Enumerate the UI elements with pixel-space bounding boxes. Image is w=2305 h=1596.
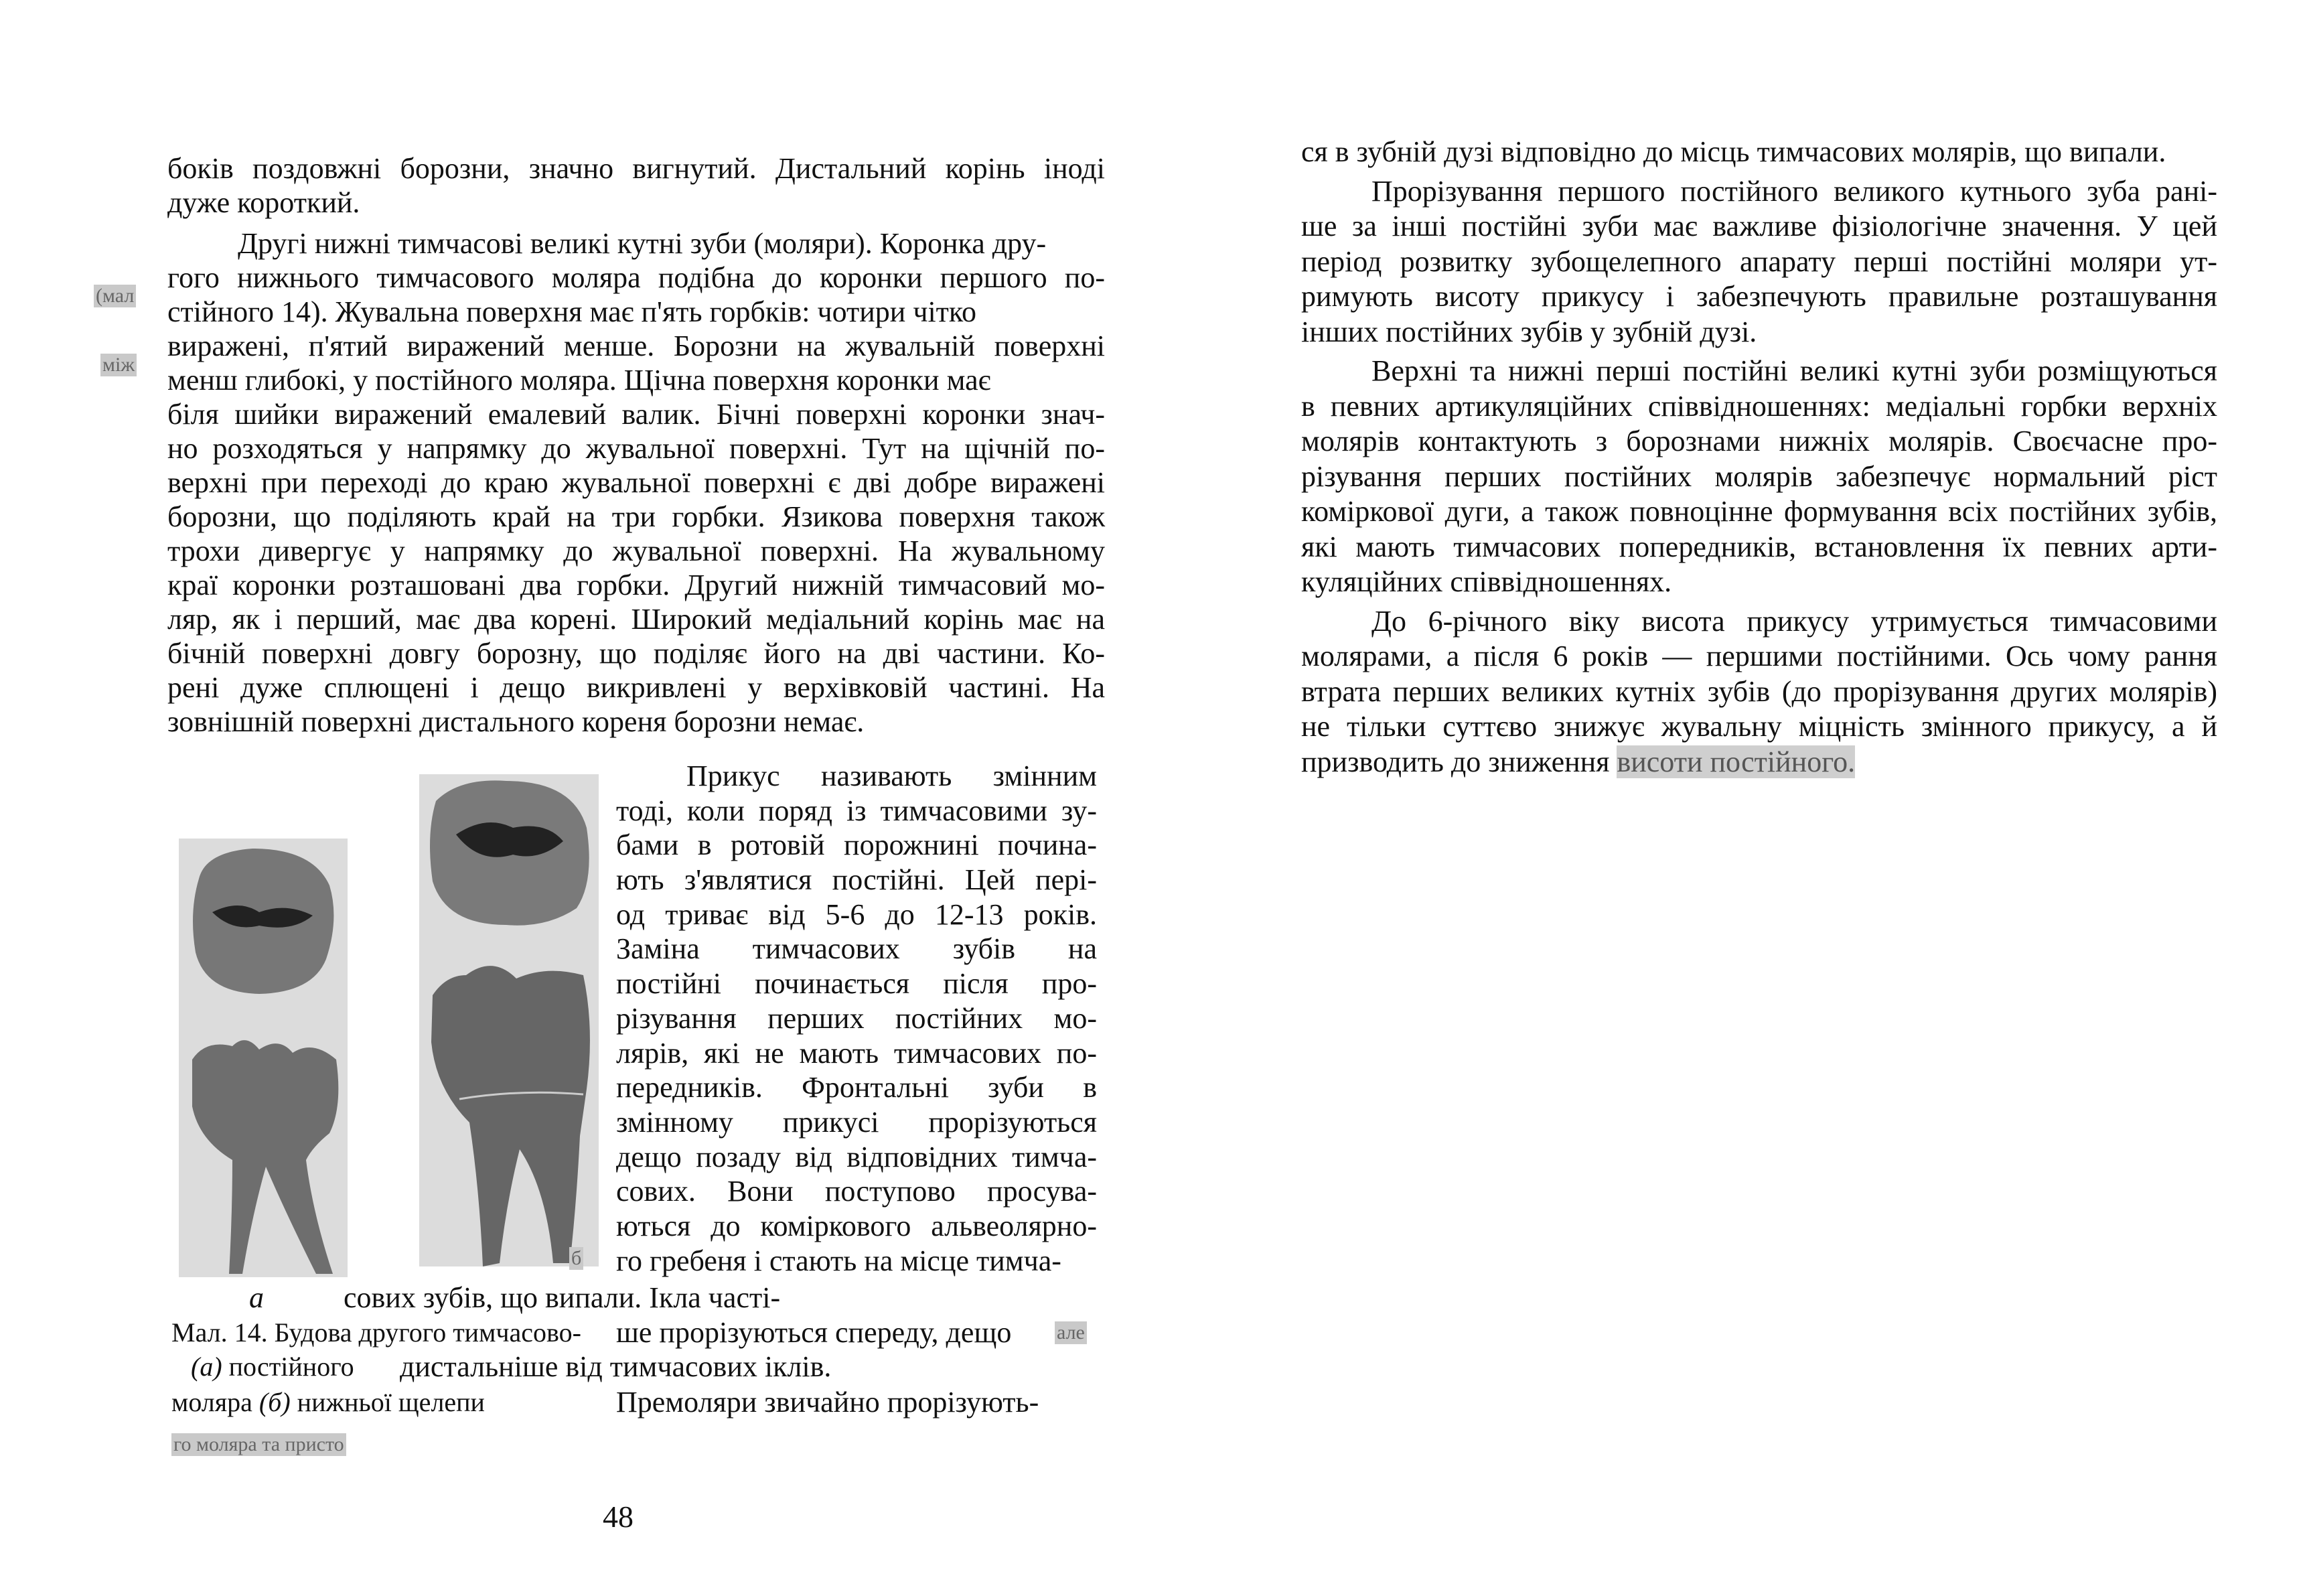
caption-a-marker: (а) bbox=[191, 1352, 222, 1382]
continued-line-1: сових зубів, що випали. Ікла часті- bbox=[344, 1281, 781, 1314]
right-page-text bbox=[1301, 135, 2217, 780]
text-line: римують висоту прикусу і забезпечують правильне розташування bbox=[1301, 280, 2217, 313]
text-line: ються до коміркового альвеолярно- bbox=[616, 1209, 1097, 1242]
text-line: Верхні та нижні перші постійні великі кутні зуби розміщуються bbox=[1371, 354, 2217, 387]
text-line: Другі нижні тимчасові великі кутні зуби (моляри). Коронка дру- bbox=[238, 227, 1047, 260]
overlay-mizh: між bbox=[100, 354, 137, 376]
text-line: коміркової дуги, а також повноцінне формування всіх постійних зубів, bbox=[1301, 495, 2217, 528]
figure-caption-line-1: Мал. 14. Будова другого тимчасово- bbox=[171, 1317, 581, 1348]
text-line: біля шийки виражений емалевий валик. Бічні поверхні коронки знач- bbox=[167, 398, 1105, 431]
text-line: дещо позаду від відповідних тимча- bbox=[616, 1140, 1097, 1173]
text-line: лярів, які не мають тимчасових по- bbox=[616, 1036, 1097, 1070]
continued-line-3: дистальніше від тимчасових іклів. bbox=[400, 1350, 832, 1383]
overlay-ale: але bbox=[1055, 1321, 1087, 1344]
figure-caption-line-2 bbox=[191, 1350, 354, 1384]
text-line: втрата перших великих кутніх зубів (до прорізування других молярів) bbox=[1301, 674, 2217, 708]
figure-label-a: а bbox=[249, 1281, 264, 1314]
text-line: ше за інші постійні зуби має важливе фізіологічне значення. У цей bbox=[1301, 210, 2217, 242]
text-line: рені дуже сплющені і дещо викривлені у верхівковій частині. На bbox=[167, 671, 1105, 704]
text-line: краї коронки розташовані два горбки. Другий нижній тимчасовий мо- bbox=[167, 569, 1105, 601]
text-line: молярами, а після 6 років — першими постійними. Ось чому рання bbox=[1301, 640, 2217, 672]
paragraph bbox=[1301, 354, 2217, 600]
text-line: молярів контактують з борознами нижніх молярів. Своєчасне про- bbox=[1301, 425, 2217, 457]
paragraph bbox=[1301, 174, 2217, 350]
paragraph bbox=[616, 759, 1097, 1278]
paragraph bbox=[1301, 135, 2217, 170]
text-line: виражені, п'ятий виражений менше. Борозни на жувальній поверхні bbox=[167, 330, 1105, 362]
paragraph bbox=[167, 226, 1105, 739]
overlay-garbled: го моляра та присто bbox=[171, 1433, 346, 1456]
text-line: які мають тимчасових попередників, встановлення їх певних арти- bbox=[1301, 530, 2217, 563]
text-line: сових. Вони поступово просува- bbox=[616, 1175, 1097, 1208]
text-line: постійні починається після про- bbox=[616, 967, 1097, 1001]
text-line: ся в зубній дузі відповідно до місць тимчасових молярів, що випали. bbox=[1301, 135, 2166, 168]
text-line: стійного 14). Жувальна поверхня має п'ять горбків: чотири чітко bbox=[167, 295, 977, 328]
continued-line-4: Премоляри звичайно прорізують- bbox=[616, 1386, 1039, 1419]
text-line: змінному прикусі прорізуються bbox=[616, 1105, 1097, 1139]
text-line: бами в ротовій порожнині почина- bbox=[616, 828, 1097, 862]
text-line: призводить до зниження висоти постійного. bbox=[1301, 745, 1856, 778]
tooth-a-figure bbox=[179, 839, 348, 1277]
text-line: зовнішній поверхні дистального кореня борозни немає. bbox=[167, 705, 865, 738]
text-line: До 6-річного віку висота прикусу утримується тимчасовими bbox=[1371, 604, 2217, 638]
text-line: верхні при переході до краю жувальної поверхні є дві добре виражені bbox=[167, 466, 1105, 499]
text-line: різування перших постійних мо- bbox=[616, 1001, 1097, 1035]
text-line: передників. Фронтальні зуби в bbox=[616, 1071, 1097, 1104]
text-line: бічній поверхні довгу борозну, що поділяє його на дві частини. Ко- bbox=[167, 637, 1105, 670]
text-line: Прикус називають змінним bbox=[686, 759, 1097, 792]
text-line: різування перших постійних молярів забезпечує нормальний ріст bbox=[1301, 459, 2217, 493]
text-line: го гребеня і стають на місце тимча- bbox=[616, 1244, 1061, 1277]
page-number: 48 bbox=[603, 1500, 634, 1534]
text-line: боків поздовжні борозни, значно вигнутий. Дистальний корінь іноді bbox=[167, 152, 1105, 185]
highlighted-text: висоти постійного. bbox=[1617, 745, 1856, 778]
text-line: борозни, що поділяють край на три горбки. Язикова поверхня також bbox=[167, 500, 1105, 533]
text-line: період розвитку зубощелепного апарату перші постійні моляри ут- bbox=[1301, 244, 2217, 278]
text-line: гого нижнього тимчасового моляра подібна до коронки першого по- bbox=[167, 261, 1105, 294]
text-line: ляр, як і перший, має два корені. Широкий медіальний корінь має на bbox=[167, 603, 1105, 636]
overlay-mal: (мал bbox=[94, 285, 136, 307]
overlay-b-label: б bbox=[569, 1247, 583, 1270]
text-line: в певних артикуляційних співвідношеннях: медіальні горбки верхніх bbox=[1301, 389, 2217, 423]
text-line: дуже короткий. bbox=[167, 186, 360, 219]
text-line: но розходяться у напрямку до жувальної поверхні. Тут на щічній по- bbox=[167, 432, 1105, 465]
text-line: куляційних співвідношеннях. bbox=[1301, 565, 1672, 598]
text-line: тоді, коли поряд із тимчасовими зу- bbox=[616, 794, 1097, 827]
text-line: менш глибокі, у постійного моляра. Щічна поверхня коронки має bbox=[167, 364, 991, 396]
text-line: трохи дивергує у напрямку до жувальної поверхні. На жувальному bbox=[167, 534, 1105, 567]
text-line: Прорізування першого постійного великого кутнього зуба рані- bbox=[1371, 174, 2217, 208]
left-page-text bbox=[167, 151, 1105, 739]
caption-lower-jaw: нижньої щелепи bbox=[297, 1387, 485, 1417]
text-line: Заміна тимчасових зубів на bbox=[616, 932, 1097, 966]
continued-line-2: ше прорізуються спереду, дещо bbox=[616, 1316, 1012, 1349]
paragraph bbox=[1301, 604, 2217, 780]
left-page-side-column bbox=[616, 759, 1097, 1278]
caption-molar: моляра bbox=[171, 1387, 252, 1417]
text-line: не тільки суттєво знижує жувальну міцність змінного прикусу, а й bbox=[1301, 710, 2217, 743]
text-line: інших постійних зубів у зубній дузі. bbox=[1301, 315, 1757, 348]
text-line: ють з'являтися постійні. Цей пері- bbox=[616, 863, 1097, 897]
caption-permanent: постійного bbox=[228, 1352, 354, 1382]
figure-caption-line-3 bbox=[171, 1386, 485, 1419]
paragraph bbox=[167, 151, 1105, 220]
caption-b-marker: (б) bbox=[258, 1387, 291, 1417]
tooth-b-figure bbox=[419, 774, 599, 1270]
text-line: од триває від 5-6 до 12-13 років. bbox=[616, 897, 1097, 931]
